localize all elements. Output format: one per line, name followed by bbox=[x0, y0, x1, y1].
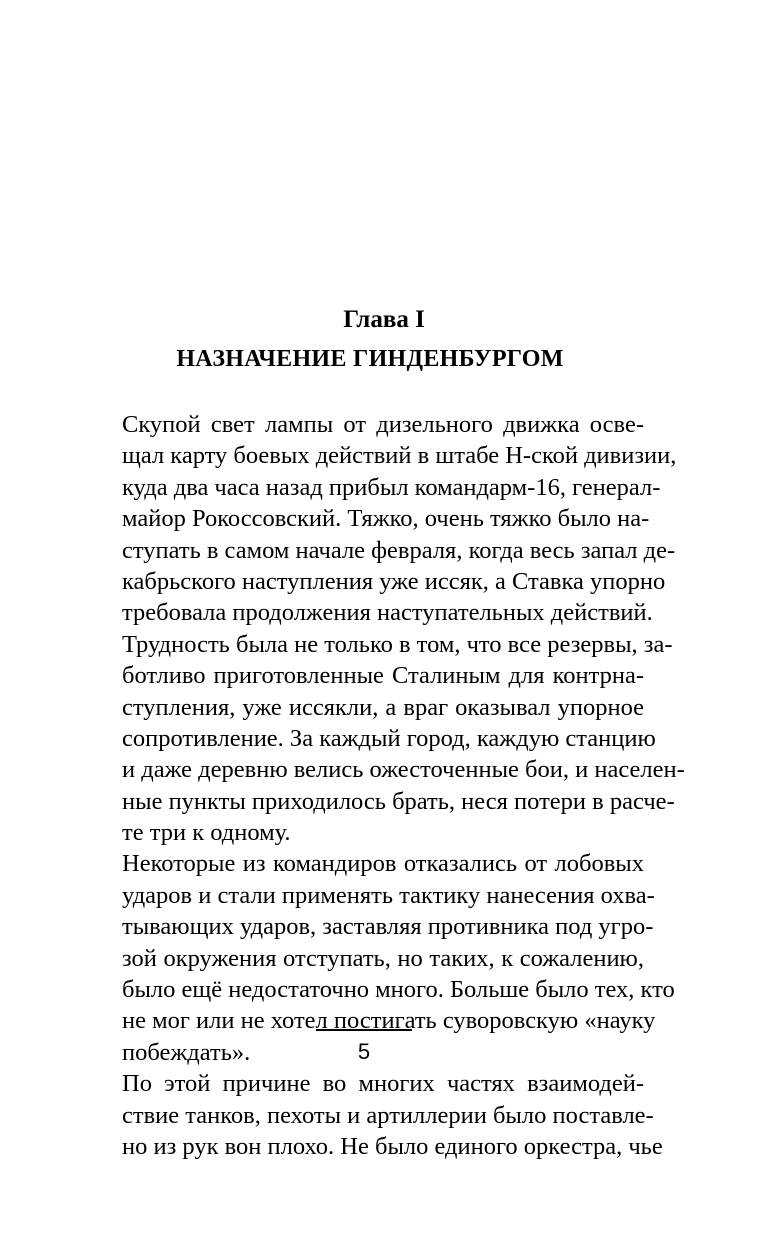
chapter-label: Глава I bbox=[343, 306, 425, 333]
paragraph bbox=[122, 1068, 663, 1162]
text-line: ударов и стали применять тактику нанесения охва- bbox=[122, 881, 655, 909]
text-line: Трудность была не только в том, что все резервы, за- bbox=[122, 630, 673, 658]
text-line: но из рук вон плохо. Не было единого оркестра, чье bbox=[122, 1132, 663, 1160]
text-line: зой окружения отступать, но таких, к сожалению, bbox=[122, 944, 644, 972]
text-line: сопротивление. За каждый город, каждую станцию bbox=[122, 724, 656, 752]
text-line: кабрьского наступления уже иссяк, а Ставка упорно bbox=[122, 567, 666, 595]
page-number: 5 bbox=[357, 1039, 371, 1064]
text-line: Некоторые из командиров отказались от лобовых bbox=[122, 850, 644, 878]
text-line: ботливо приготовленные Сталиным для контрна- bbox=[122, 662, 644, 690]
text-line: требовала продолжения наступательных действий. bbox=[122, 599, 653, 627]
text-line: майор Рокоссовский. Тяжко, очень тяжко было на- bbox=[122, 505, 650, 533]
chapter-title: НАЗНАЧЕНИЕ ГИНДЕНБУРГОМ bbox=[176, 346, 564, 372]
paragraph bbox=[122, 409, 685, 848]
text-line: не мог или не хотел постигать суворовскую «науку bbox=[122, 1007, 656, 1035]
text-line: и даже деревню велись ожесточенные бои, и населен- bbox=[122, 756, 685, 784]
text-line: щал карту боевых действий в штабе Н-ской дивизии, bbox=[122, 442, 677, 470]
text-line: ступать в самом начале февраля, когда весь запал де- bbox=[122, 536, 676, 564]
text-line: тывающих ударов, заставляя противника под угро- bbox=[122, 913, 654, 941]
text-line: Скупой свет лампы от дизельного движка осве- bbox=[122, 411, 644, 438]
text-line: По этой причине во многих частях взаимодей- bbox=[122, 1070, 644, 1098]
text-line: ствие танков, пехоты и артиллерии было поставле- bbox=[122, 1101, 654, 1129]
text-line: те три к одному. bbox=[122, 819, 291, 847]
text-line: куда два часа назад прибыл командарм-16, генерал- bbox=[122, 473, 661, 501]
text-line: побеждать». bbox=[122, 1038, 251, 1066]
footer-rule bbox=[316, 1029, 412, 1031]
text-line: было ещё недостаточно много. Больше было тех, кто bbox=[122, 976, 675, 1004]
text-line: ные пункты приходилось брать, неся потери в расче- bbox=[122, 787, 675, 815]
paragraph bbox=[122, 848, 675, 1068]
text-line: ступления, уже иссякли, а враг оказывал упорное bbox=[122, 693, 644, 721]
